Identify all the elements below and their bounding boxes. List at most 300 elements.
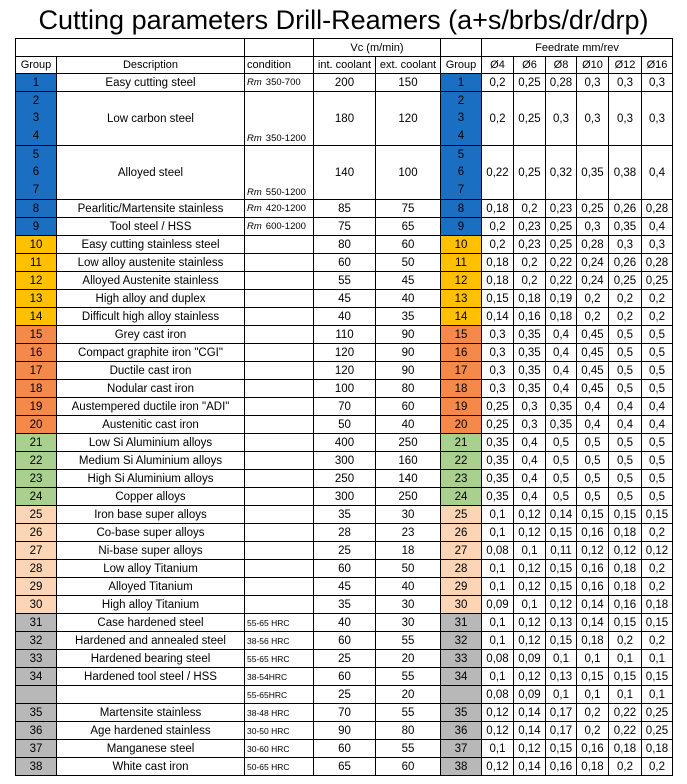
group-number: 27 [454, 544, 468, 557]
feedrate-cell: 0,5 [576, 452, 608, 470]
feedrate-cell: 0,4 [641, 416, 673, 434]
description-cell: Medium Si Aluminium alloys [56, 452, 244, 470]
feedrate-cell: 0,16 [608, 596, 641, 614]
group-cell-right [440, 92, 481, 146]
header-group-2: Group [440, 56, 481, 74]
group-number: 8 [457, 202, 465, 215]
description-cell: High Si Aluminium alloys [56, 470, 244, 488]
feedrate-cell: 0,18 [641, 596, 673, 614]
feedrate-cell: 0,18 [641, 740, 673, 758]
feedrate-cell: 0,22 [545, 272, 576, 290]
description-cell: Hardened tool steel / HSS [56, 668, 244, 686]
group-number: 6 [457, 166, 465, 179]
description-cell: Difficult high alloy stainless [56, 308, 244, 326]
page-title: Cutting parameters Drill-Reamers (a+s/brbs/dr/drp) [38, 5, 649, 35]
group-number: 1 [457, 76, 465, 89]
feedrate-cell: 0,23 [513, 218, 545, 236]
feedrate-cell: 0,25 [641, 272, 673, 290]
header-group: Group [15, 56, 56, 74]
group-cell-right [440, 614, 481, 632]
group-number: 20 [454, 418, 468, 431]
feedrate-cell: 0,12 [513, 668, 545, 686]
feedrate-cell: 0,4 [545, 380, 576, 398]
feedrate-cell: 0,1 [481, 578, 513, 596]
feedrate-cell: 0,3 [608, 92, 641, 146]
ext-coolant-cell: 160 [375, 452, 440, 470]
group-number: 1 [32, 76, 40, 89]
group-cell [15, 452, 56, 470]
feedrate-cell: 0,5 [641, 380, 673, 398]
feedrate-cell: 0,5 [608, 488, 641, 506]
group-number: 23 [29, 472, 43, 485]
feedrate-cell: 0,35 [545, 398, 576, 416]
group-cell-right [440, 398, 481, 416]
description-cell: Austempered ductile iron "ADI" [56, 398, 244, 416]
group-cell-right [440, 308, 481, 326]
feedrate-cell: 0,25 [545, 218, 576, 236]
feedrate-cell: 0,5 [608, 344, 641, 362]
description-cell: Martensite stainless [56, 704, 244, 722]
group-number: 14 [454, 310, 468, 323]
header-feedrate: Feedrate mm/rev [481, 38, 673, 56]
group-cell [15, 632, 56, 650]
condition-cell [244, 326, 313, 344]
group-cell [15, 596, 56, 614]
description-cell: Low alloy Titanium [56, 560, 244, 578]
feedrate-cell: 0,45 [576, 326, 608, 344]
description-cell: Age hardened stainless [56, 722, 244, 740]
feedrate-cell: 0,12 [576, 542, 608, 560]
feedrate-cell: 0,14 [545, 506, 576, 524]
feedrate-cell: 0,1 [641, 686, 673, 704]
ext-coolant-cell: 140 [375, 470, 440, 488]
description-cell: Hardened and annealed steel [56, 632, 244, 650]
ext-coolant-cell: 50 [375, 254, 440, 272]
feedrate-cell: 0,16 [576, 740, 608, 758]
group-number: 7 [32, 184, 40, 197]
feedrate-cell: 0,14 [513, 758, 545, 776]
group-number: 32 [454, 634, 468, 647]
feedrate-cell: 0,5 [608, 470, 641, 488]
feedrate-cell: 0,25 [641, 704, 673, 722]
description-cell [56, 686, 244, 704]
condition-value: 38-48 HRC [247, 707, 290, 718]
group-number: 3 [32, 112, 40, 125]
feedrate-cell: 0,12 [608, 542, 641, 560]
ext-coolant-cell: 100 [375, 146, 440, 200]
ext-coolant-cell: 250 [375, 434, 440, 452]
feedrate-cell: 0,38 [608, 146, 641, 200]
feedrate-cell: 0,17 [545, 722, 576, 740]
feedrate-cell: 0,5 [641, 434, 673, 452]
header-blank-left [15, 38, 244, 56]
group-number: 33 [454, 652, 468, 665]
group-cell-right [440, 740, 481, 758]
group-cell-right [440, 272, 481, 290]
condition-cell [244, 758, 313, 776]
header-int-coolant: int. coolant [313, 56, 375, 74]
group-cell [15, 758, 56, 776]
feedrate-cell: 0,2 [576, 722, 608, 740]
group-number: 4 [457, 130, 465, 143]
int-coolant-cell: 40 [313, 308, 375, 326]
feedrate-cell: 0,17 [545, 704, 576, 722]
feedrate-cell: 0,16 [513, 308, 545, 326]
feedrate-cell: 0,3 [481, 326, 513, 344]
description-cell: Iron base super alloys [56, 506, 244, 524]
group-number: 29 [454, 580, 468, 593]
group-number: 24 [29, 490, 43, 503]
ext-coolant-cell: 60 [375, 758, 440, 776]
feedrate-cell: 0,23 [545, 200, 576, 218]
condition-cell [244, 74, 313, 92]
condition-label: Rm [247, 203, 262, 214]
feedrate-cell: 0,18 [576, 758, 608, 776]
group-cell [15, 236, 56, 254]
ext-coolant-cell: 40 [375, 578, 440, 596]
ext-coolant-cell: 55 [375, 632, 440, 650]
feedrate-cell: 0,4 [641, 218, 673, 236]
condition-value: 30-60 HRC [247, 743, 290, 754]
int-coolant-cell: 110 [313, 326, 375, 344]
feedrate-cell: 0,15 [545, 560, 576, 578]
group-number: 4 [32, 130, 40, 143]
ext-coolant-cell: 55 [375, 704, 440, 722]
condition-cell [244, 470, 313, 488]
condition-value: 600-1200 [265, 221, 306, 232]
condition-cell [244, 272, 313, 290]
feedrate-cell: 0,2 [513, 254, 545, 272]
feedrate-cell: 0,5 [545, 470, 576, 488]
condition-cell [244, 380, 313, 398]
group-number: 25 [454, 508, 468, 521]
group-cell [15, 200, 56, 218]
group-cell-right [440, 380, 481, 398]
feedrate-cell: 0,25 [576, 200, 608, 218]
condition-cell [244, 614, 313, 632]
ext-coolant-cell: 90 [375, 326, 440, 344]
feedrate-cell: 0,35 [513, 362, 545, 380]
condition-cell [244, 218, 313, 236]
group-cell-right [440, 362, 481, 380]
condition-cell [244, 578, 313, 596]
group-number: 11 [30, 256, 42, 269]
feedrate-cell: 0,15 [641, 614, 673, 632]
int-coolant-cell: 28 [313, 524, 375, 542]
feedrate-cell: 0,2 [576, 704, 608, 722]
feedrate-cell: 0,3 [576, 218, 608, 236]
group-number: 38 [454, 760, 468, 773]
group-cell [15, 524, 56, 542]
feedrate-cell: 0,14 [513, 704, 545, 722]
feedrate-cell: 0,2 [576, 308, 608, 326]
condition-cell [244, 344, 313, 362]
feedrate-cell: 0,3 [576, 92, 608, 146]
feedrate-cell: 0,25 [481, 416, 513, 434]
group-number: 3 [457, 112, 465, 125]
feedrate-cell: 0,12 [513, 614, 545, 632]
feedrate-cell: 0,08 [481, 686, 513, 704]
group-cell [15, 506, 56, 524]
feedrate-cell: 0,1 [481, 560, 513, 578]
feedrate-cell: 0,35 [608, 218, 641, 236]
header-diameter: Ø12 [608, 56, 641, 74]
group-number: 7 [457, 184, 465, 197]
group-cell-right [440, 452, 481, 470]
feedrate-cell: 0,2 [576, 290, 608, 308]
feedrate-cell: 0,15 [641, 668, 673, 686]
ext-coolant-cell: 90 [375, 362, 440, 380]
description-cell: Alloyed Titanium [56, 578, 244, 596]
feedrate-cell: 0,26 [608, 200, 641, 218]
feedrate-cell: 0,3 [608, 74, 641, 92]
group-number: 17 [454, 364, 468, 377]
int-coolant-cell: 60 [313, 254, 375, 272]
description-cell: Tool steel / HSS [56, 218, 244, 236]
description-cell: Grey cast iron [56, 326, 244, 344]
feedrate-cell: 0,26 [608, 254, 641, 272]
condition-value: 550-1200 [265, 187, 306, 198]
group-cell-right [440, 524, 481, 542]
condition-cell [244, 92, 313, 146]
feedrate-cell: 0,12 [513, 740, 545, 758]
header-vc: Vc (m/min) [313, 38, 440, 56]
condition-cell [244, 146, 313, 200]
group-number: 23 [454, 472, 468, 485]
feedrate-cell: 0,12 [513, 578, 545, 596]
feedrate-cell: 0,5 [641, 488, 673, 506]
feedrate-cell: 0,14 [576, 596, 608, 614]
int-coolant-cell: 60 [313, 632, 375, 650]
int-coolant-cell: 200 [313, 74, 375, 92]
int-coolant-cell: 65 [313, 758, 375, 776]
group-cell [15, 578, 56, 596]
ext-coolant-cell: 250 [375, 488, 440, 506]
condition-value: 55-65HRC [247, 689, 288, 700]
int-coolant-cell: 70 [313, 704, 375, 722]
feedrate-cell: 0,25 [608, 272, 641, 290]
feedrate-cell: 0,2 [641, 524, 673, 542]
feedrate-cell: 0,12 [513, 506, 545, 524]
feedrate-cell: 0,15 [545, 740, 576, 758]
ext-coolant-cell: 55 [375, 668, 440, 686]
header-condition: condition [244, 56, 313, 74]
feedrate-cell: 0,1 [545, 650, 576, 668]
feedrate-cell: 0,28 [641, 254, 673, 272]
int-coolant-cell: 120 [313, 362, 375, 380]
group-number: 6 [32, 166, 40, 179]
description-cell: Compact graphite iron "CGI" [56, 344, 244, 362]
feedrate-cell: 0,18 [481, 200, 513, 218]
feedrate-cell: 0,09 [513, 686, 545, 704]
int-coolant-cell: 250 [313, 470, 375, 488]
group-cell [15, 290, 56, 308]
feedrate-cell: 0,35 [513, 344, 545, 362]
condition-cell [244, 362, 313, 380]
description-cell: Ni-base super alloys [56, 542, 244, 560]
group-cell-right [440, 704, 481, 722]
group-number: 37 [454, 742, 468, 755]
feedrate-cell: 0,1 [545, 686, 576, 704]
feedrate-cell: 0,35 [481, 470, 513, 488]
group-cell-right [440, 560, 481, 578]
feedrate-cell: 0,25 [481, 398, 513, 416]
condition-label: Rm [247, 221, 262, 232]
feedrate-cell: 0,2 [481, 218, 513, 236]
feedrate-cell: 0,14 [481, 308, 513, 326]
group-cell [15, 398, 56, 416]
group-cell [15, 74, 56, 92]
int-coolant-cell: 400 [313, 434, 375, 452]
description-cell: Ductile cast iron [56, 362, 244, 380]
description-cell: Alloyed steel [56, 146, 244, 200]
feedrate-cell: 0,12 [513, 524, 545, 542]
group-number: 19 [454, 400, 468, 413]
int-coolant-cell: 120 [313, 344, 375, 362]
group-cell-right [440, 542, 481, 560]
int-coolant-cell: 45 [313, 290, 375, 308]
group-cell [15, 254, 56, 272]
feedrate-cell: 0,16 [576, 524, 608, 542]
feedrate-cell: 0,4 [641, 146, 673, 200]
condition-label: Rm [247, 77, 262, 88]
group-cell [15, 272, 56, 290]
feedrate-cell: 0,12 [481, 722, 513, 740]
ext-coolant-cell: 30 [375, 596, 440, 614]
feedrate-cell: 0,3 [641, 92, 673, 146]
group-number: 17 [29, 364, 43, 377]
int-coolant-cell: 25 [313, 542, 375, 560]
feedrate-cell: 0,3 [513, 416, 545, 434]
condition-cell [244, 434, 313, 452]
description-cell: Austenitic cast iron [56, 416, 244, 434]
feedrate-cell: 0,18 [608, 524, 641, 542]
ext-coolant-cell: 90 [375, 344, 440, 362]
feedrate-cell: 0,5 [608, 362, 641, 380]
condition-value: 55-65 HRC [247, 653, 290, 664]
feedrate-cell: 0,12 [513, 632, 545, 650]
condition-cell [244, 542, 313, 560]
feedrate-cell: 0,23 [513, 236, 545, 254]
group-number: 11 [455, 256, 467, 269]
int-coolant-cell: 60 [313, 740, 375, 758]
int-coolant-cell: 45 [313, 578, 375, 596]
group-cell-right [440, 74, 481, 92]
feedrate-cell: 0,18 [576, 632, 608, 650]
group-number: 18 [454, 382, 468, 395]
feedrate-cell: 0,25 [545, 236, 576, 254]
feedrate-cell: 0,22 [608, 704, 641, 722]
feedrate-cell: 0,25 [513, 74, 545, 92]
group-number: 15 [454, 328, 468, 341]
feedrate-cell: 0,3 [481, 344, 513, 362]
group-cell-right [440, 218, 481, 236]
int-coolant-cell: 25 [313, 686, 375, 704]
feedrate-cell: 0,18 [481, 254, 513, 272]
group-cell-right [440, 686, 481, 704]
feedrate-cell: 0,18 [608, 560, 641, 578]
header-blank-gap [440, 38, 481, 56]
feedrate-cell: 0,1 [481, 506, 513, 524]
condition-cell [244, 686, 313, 704]
feedrate-cell: 0,08 [481, 650, 513, 668]
feedrate-cell: 0,25 [513, 146, 545, 200]
feedrate-cell: 0,5 [641, 326, 673, 344]
group-number: 21 [454, 436, 468, 449]
feedrate-cell: 0,25 [513, 92, 545, 146]
group-cell-right [440, 650, 481, 668]
description-cell: Manganese steel [56, 740, 244, 758]
feedrate-cell: 0,1 [576, 686, 608, 704]
group-cell [15, 542, 56, 560]
group-cell-right [440, 326, 481, 344]
condition-cell [244, 668, 313, 686]
group-cell-right [440, 290, 481, 308]
feedrate-cell: 0,3 [545, 92, 576, 146]
group-number: 21 [29, 436, 43, 449]
group-number: 34 [29, 670, 43, 683]
group-number: 27 [29, 544, 43, 557]
feedrate-cell: 0,35 [576, 146, 608, 200]
int-coolant-cell: 35 [313, 596, 375, 614]
header-diameter: Ø4 [481, 56, 513, 74]
feedrate-cell: 0,1 [481, 632, 513, 650]
feedrate-cell: 0,5 [545, 488, 576, 506]
feedrate-cell: 0,5 [576, 470, 608, 488]
feedrate-cell: 0,2 [481, 74, 513, 92]
group-number: 13 [29, 292, 43, 305]
group-number: 32 [29, 634, 43, 647]
feedrate-cell: 0,2 [608, 758, 641, 776]
feedrate-cell: 0,2 [513, 200, 545, 218]
group-cell [15, 434, 56, 452]
feedrate-cell: 0,4 [545, 362, 576, 380]
feedrate-cell: 0,5 [576, 434, 608, 452]
feedrate-cell: 0,45 [576, 362, 608, 380]
group-number: 9 [457, 220, 465, 233]
feedrate-cell: 0,2 [641, 632, 673, 650]
feedrate-cell: 0,15 [608, 614, 641, 632]
group-cell [15, 218, 56, 236]
description-cell: Case hardened steel [56, 614, 244, 632]
group-cell [15, 146, 56, 200]
condition-label: Rm [247, 187, 262, 198]
feedrate-cell: 0,18 [513, 290, 545, 308]
condition-cell [244, 524, 313, 542]
feedrate-cell: 0,5 [608, 326, 641, 344]
group-number: 26 [29, 526, 43, 539]
group-number: 37 [29, 742, 43, 755]
group-number: 2 [32, 94, 40, 107]
feedrate-cell: 0,4 [608, 398, 641, 416]
feedrate-cell: 0,28 [641, 200, 673, 218]
group-number: 14 [29, 310, 43, 323]
feedrate-cell: 0,5 [608, 452, 641, 470]
feedrate-cell: 0,1 [576, 650, 608, 668]
group-number: 36 [29, 724, 43, 737]
group-cell-right [440, 668, 481, 686]
feedrate-cell: 0,3 [641, 74, 673, 92]
condition-cell [244, 488, 313, 506]
condition-label: Rm [247, 133, 262, 144]
feedrate-cell: 0,12 [513, 560, 545, 578]
group-number: 5 [32, 148, 40, 161]
condition-cell [244, 704, 313, 722]
group-cell-right [440, 488, 481, 506]
feedrate-cell: 0,22 [608, 722, 641, 740]
condition-cell [244, 740, 313, 758]
feedrate-cell: 0,2 [641, 290, 673, 308]
